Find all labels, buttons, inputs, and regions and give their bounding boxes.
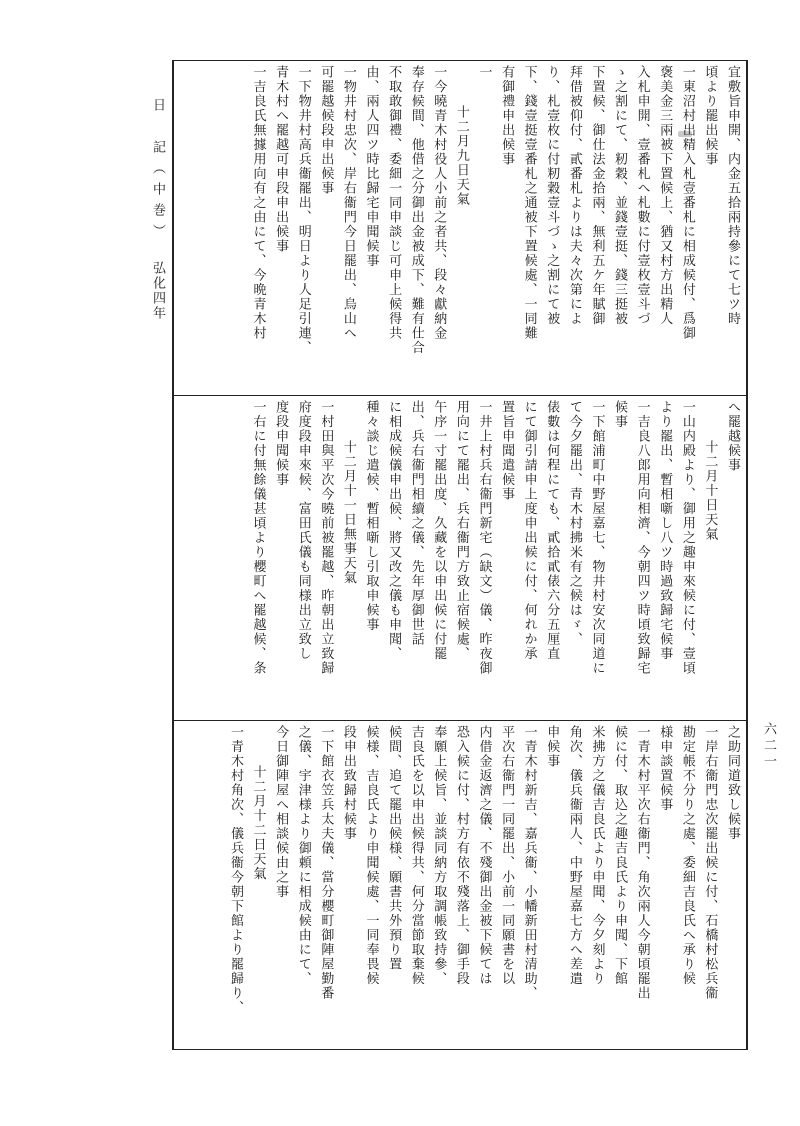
text-column: に相成候儀申出候、將又改之儀も申聞、 — [386, 400, 402, 661]
text-column: ゝ之割にて、籾穀、並錢壹挺、錢三挺被 — [612, 65, 628, 326]
text-column: 一山内殿より、御用之趣申來候に付、壹頃 — [679, 400, 695, 676]
date-heading: 十二月十日天氣 — [702, 440, 718, 542]
text-column: 頃より罷出候事 — [702, 65, 718, 167]
text-column: 一村田與平次今曉前被罷越、昨朝出立致歸 — [318, 400, 334, 676]
text-column: 之儀、宇津様より御頼に相成候由にて、 — [295, 725, 311, 986]
text-column: 米拂方之儀吉良氏より申聞、今夕刻より — [589, 725, 605, 986]
text-column: 一青木村新吉、嘉兵衞、小幡新田村清助、 — [521, 725, 537, 1001]
text-column: 一吉良氏無據用向有之由にて、今晩青木村 — [250, 65, 266, 341]
text-column: 候間、追て罷出候様、願書共外預り置 — [386, 725, 402, 972]
text-column: 一井上村兵右衞門新宅（缺文）儀、昨夜御 — [476, 400, 492, 676]
text-column: 由、兩人四ツ時比歸宅申聞候事 — [363, 65, 379, 268]
era-label: 弘化四年 — [150, 261, 165, 321]
text-column: 一下物井村高兵衞罷出、明日より人足引連、 — [295, 65, 311, 355]
text-column: 宜敷旨申開、内金五拾兩持參にて七ツ時 — [725, 65, 740, 326]
text-column: 一青木村角次、儀兵衞今朝下館より罷歸り、 — [227, 725, 243, 1015]
text-column: 一下館衣笠兵太夫儀、當分櫻町御陣屋勤番 — [318, 725, 334, 1001]
text-column: て今夕罷出、青木村拂米有之候はゞ、 — [566, 400, 582, 647]
text-column: 可罷越候段申出候事 — [318, 65, 334, 196]
book-title: 日 記（中巻） — [150, 98, 165, 245]
text-column: 様申談置候事 — [657, 725, 673, 812]
text-column: 一下館浦町中野屋嘉七、物井村安次同道に — [589, 400, 605, 676]
text-column: 候に付、取込之趣吉良氏より申聞、下館 — [612, 725, 628, 986]
text-column: 段申出致歸村候事 — [340, 725, 356, 841]
text-column: 度段申聞候事 — [273, 400, 289, 487]
text-column: 吉良氏を以申出候得共、何分當節取棄候 — [408, 725, 424, 986]
band-middle — [174, 396, 746, 720]
text-column: 一東沼村出精入札壹番札に相成候付、爲御 — [679, 65, 695, 341]
page-number: 六二一 — [761, 722, 776, 770]
text-column: 之助同道致し候事 — [725, 725, 740, 841]
text-column: 出、兵右衞門相續之儀、先年厚御世話 — [408, 400, 424, 647]
text-column: 奉願上候旨、並談同納方取調帳致持參、 — [431, 725, 447, 986]
text-column: 不取敢御禮、委細一同申談じ可申上候得共 — [386, 65, 402, 341]
text-column: 今日御陣屋へ相談候由之事 — [273, 725, 289, 899]
text-column: 用向にて罷出、兵右衞門方致止宿候處、 — [453, 400, 469, 661]
text-column: 午序一寸罷出度、久藏を以申出候に付罷 — [431, 400, 447, 661]
page-frame — [172, 60, 748, 1050]
text-column: 申候事 — [544, 725, 560, 769]
text-column: 褒美金三兩被下置候上、猶又村方出精人 — [657, 65, 673, 326]
text-column: 一右に付無餘儀甚頃より櫻町へ罷越候、条 — [250, 400, 266, 676]
running-head — [148, 98, 167, 321]
text-column: 候事 — [612, 400, 628, 429]
text-column: 入札申開、壹番札へ札數に付壹枚壹斗づ — [634, 65, 650, 326]
text-column: 府度段申來候、富田氏儀も同様出立致し — [295, 400, 311, 661]
text-column: 平次右衞門一同罷出、小前一同願書を以 — [499, 725, 515, 986]
text-column: 恐入候に付、村方有依不殘落上、御手段 — [453, 725, 469, 986]
text-column: 俵數は何程にても、貳拾貳俵六分五厘直 — [544, 400, 560, 661]
text-column: 下置候、御仕法金拾兩、無利五ケ年賦御 — [589, 65, 605, 326]
text-column: より罷出、暫相噺し八ツ時過致歸宅候事 — [657, 400, 673, 661]
band-top — [174, 61, 746, 395]
text-column: 一岸右衞門忠次罷出候に付、石橋村松兵衞 — [702, 725, 718, 1001]
text-column: 青木村へ罷越可申段申出候事 — [273, 65, 289, 254]
date-heading: 十二月十二日天氣 — [250, 765, 266, 881]
text-column: 内借金返濟之儀、不殘御出金被下候ては — [476, 725, 492, 986]
band-bottom — [174, 721, 746, 1049]
text-column: 一物井村忠次、岸右衞門今日罷出、烏山へ — [340, 65, 356, 341]
text-column: 有御禮申出候事 — [499, 65, 515, 167]
text-column: 角次、儀兵衞兩人、中野屋嘉七方へ差遣 — [566, 725, 582, 986]
text-column: へ罷越候事 — [725, 400, 740, 473]
text-column: にて御引請申上度申出候に付、何れか承 — [521, 400, 537, 661]
text-column: 奉存候間、他借之分御出金被成下、難有仕合 — [408, 65, 424, 355]
text-column: 一 — [476, 65, 492, 80]
text-column: 勘定帳不分り之處、委細吉良氏へ承り候 — [679, 725, 695, 986]
text-column: 拜借被仰付、貳番札よりは夫々次第によ — [566, 65, 582, 326]
text-column: 一青木村平次右衞門、角次兩人今朝頃罷出 — [634, 725, 650, 1001]
text-column: り、札壹枚に付籾穀壹斗づゝ之割にて被 — [544, 65, 560, 326]
text-column: 候様、吉良氏より申聞候處、一同奉畏候 — [363, 725, 379, 986]
text-column: 下、錢壹挺壹番札之通被下置候處、一同難 — [521, 65, 537, 341]
text-column: 一吉良八郎用向相濟、今朝四ツ時頃致歸宅 — [634, 400, 650, 676]
date-heading: 十二月九日天氣 — [453, 105, 469, 207]
date-heading: 十二月十一日無事天氣 — [340, 440, 356, 585]
text-column: 置旨申聞遣候事 — [499, 400, 515, 502]
text-column: 種々談じ遣候、暫相噺し引取申候事 — [363, 400, 379, 632]
text-column: 一今曉青木村役人小前之者共、段々獻納金 — [431, 65, 447, 341]
